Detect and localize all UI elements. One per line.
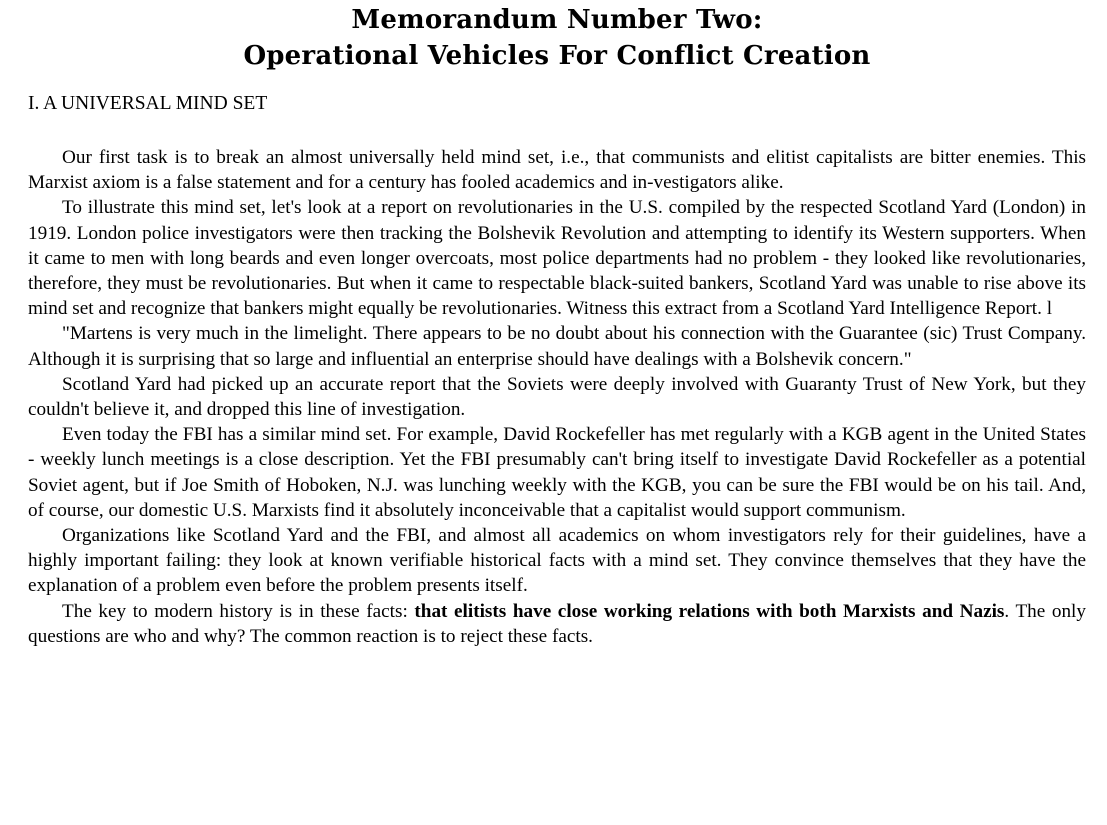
paragraph: "Martens is very much in the limelight. There appears to be no doubt about his connection with the Guarantee (sic) Trust Company. Although it is surprising that so large and influential an enterprise should have dealings with a Bolshevik concern.": [28, 323, 1086, 370]
section-heading: I. A UNIVERSAL MIND SET: [28, 93, 268, 114]
document-title: [28, 0, 1086, 74]
paragraph: Our first task is to break an almost universally held mind set, i.e., that communists and elitist capitalists are bitter enemies. This Marxist axiom is a false statement and for a century has fooled academics and in-vestigators alike.: [28, 147, 1086, 194]
paragraph: To illustrate this mind set, let's look at a report on revolutionaries in the U.S. compiled by the respected Scotland Yard (London) in 1919. London police investigators were then tracking the Bolshevik Revolution and attempting to identify its Western supporters. When it came to men with long beards and even longer overcoats, most police departments had no problem - they looked like revolutionaries, therefore, they must be revolutionaries. But when it came to respectable black-suited bankers, Scotland Yard was unable to rise above its mind set and recognize that bankers might equally be revolutionaries. Witness this extract from a Scotland Yard Intelligence Report. l: [28, 197, 1086, 320]
title-line-2: Operational Vehicles For Conflict Creation: [243, 41, 871, 71]
paragraph: Organizations like Scotland Yard and the FBI, and almost all academics on whom investigators rely for their guidelines, have a highly important failing: they look at known verifiable historical facts with a mind set. They convince themselves that they have the explanation of a problem even before the problem presents itself.: [28, 525, 1086, 597]
document-page: [28, 0, 1086, 649]
final-paragraph-outro: . The only questions are who and why? The common reaction is to reject these facts.: [28, 600, 1086, 647]
body-text: [28, 145, 1086, 649]
paragraph: Scotland Yard had picked up an accurate report that the Soviets were deeply involved with Guaranty Trust of New York, but they couldn't believe it, and dropped this line of investigation.: [28, 373, 1086, 421]
final-paragraph: [28, 599, 1086, 649]
title-line-1: Memorandum Number Two:: [351, 5, 763, 35]
final-paragraph-intro: The key to modern history is in these facts:: [62, 600, 415, 622]
paragraph: Even today the FBI has a similar mind set. For example, David Rockefeller has met regularly with a KGB agent in the United States - weekly lunch meetings is a close description. Yet the FBI presumably can't bring itself to investigate David Rockefeller as a potential Soviet agent, but if Joe Smith of Hoboken, N.J. was lunching weekly with the KGB, you can be sure the FBI would be on his tail. And, of course, our domestic U.S. Marxists find it absolutely inconceivable that a capitalist would support communism.: [28, 424, 1086, 521]
final-paragraph-emphasis: that elitists have close working relations with both Marxists and Nazis: [414, 600, 1005, 622]
